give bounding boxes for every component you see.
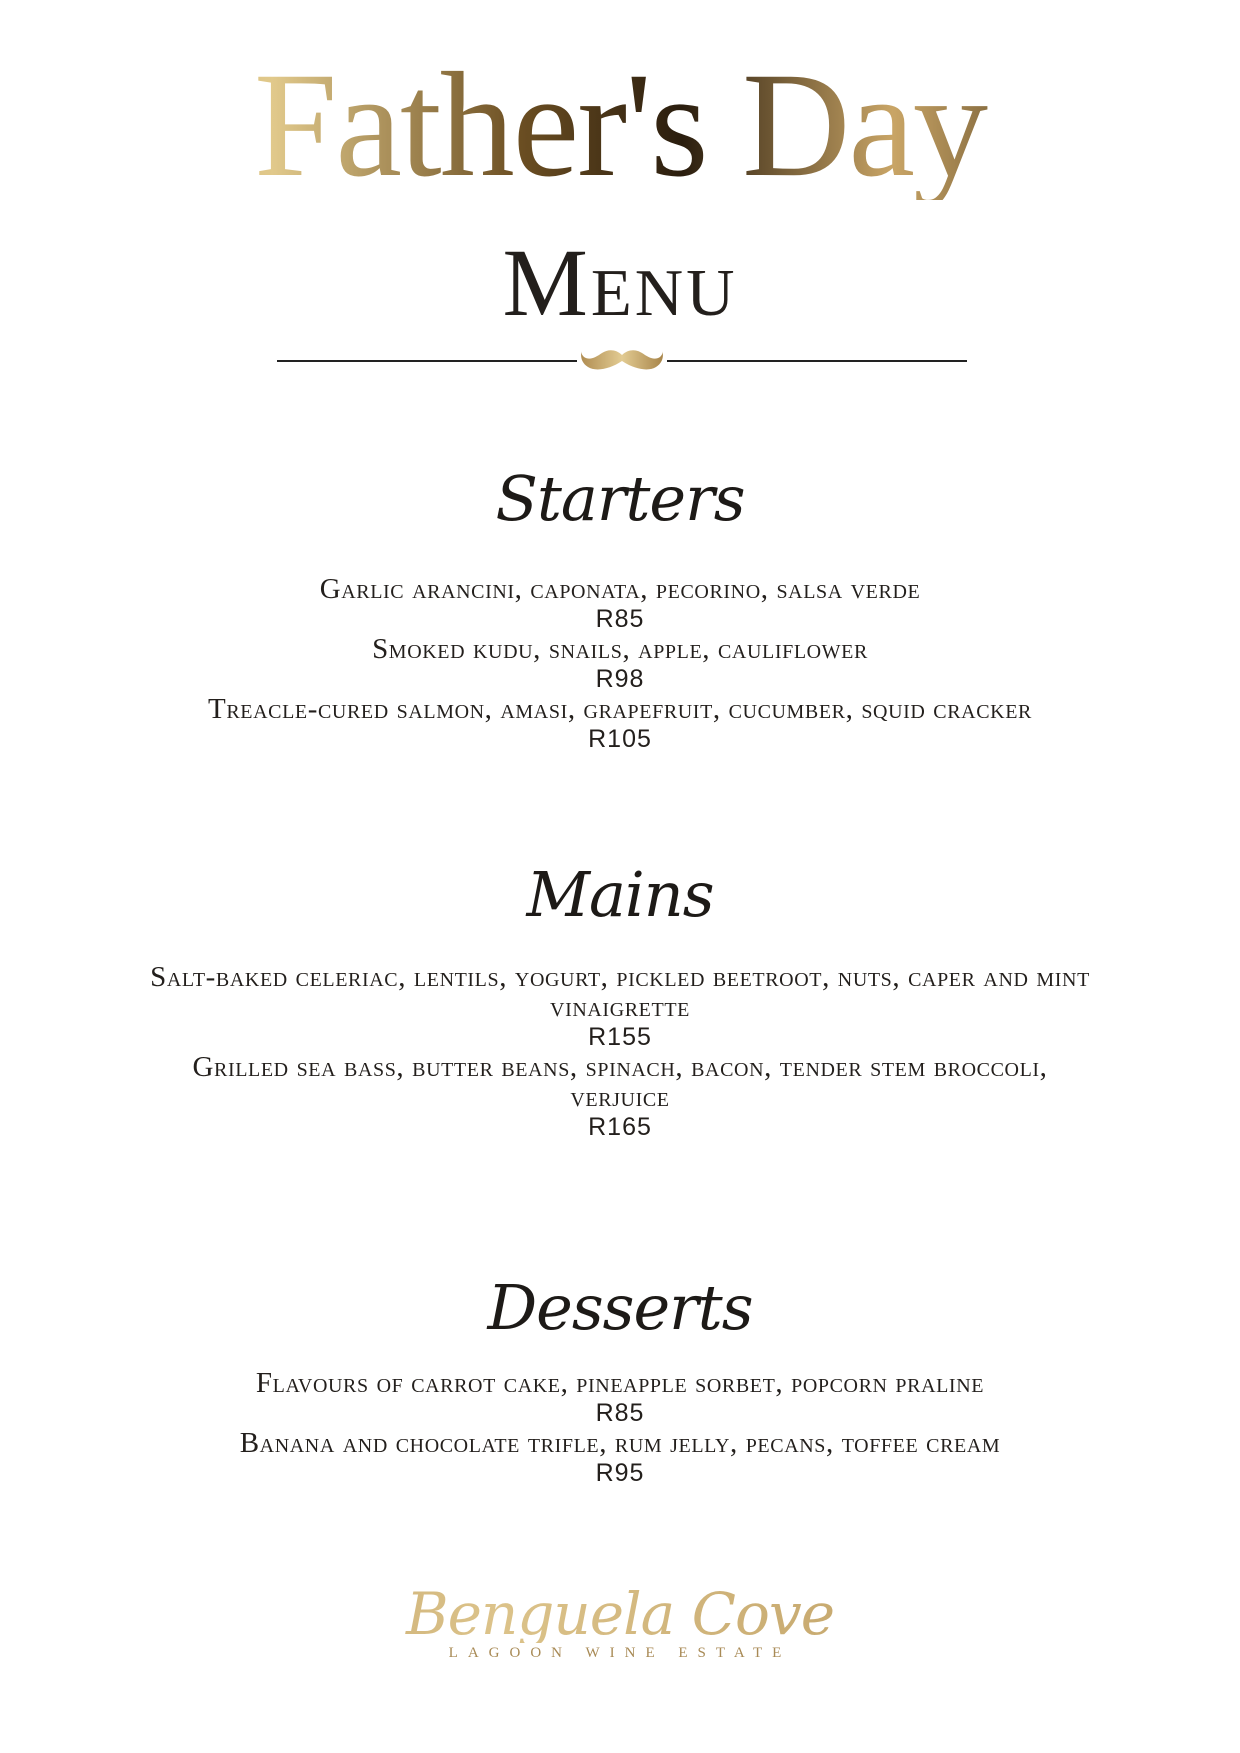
menu-item-price: R155 xyxy=(588,1023,652,1051)
logo-tagline: LAGOON WINE ESTATE xyxy=(448,1645,792,1661)
benguela-cove-logo xyxy=(0,1580,1240,1662)
menu-item-description: Smoked kudu, snails, apple, cauliflower xyxy=(372,633,868,665)
section-title-desserts: Desserts xyxy=(487,1271,753,1344)
menu-item-description: Flavours of carrot cake, pineapple sorbet, popcorn praline xyxy=(255,1367,985,1399)
menu-item-description: Salt-baked celeriac, lentils, yogurt, pickled beetroot, nuts, caper and mint vinaigrette xyxy=(150,961,1090,1023)
menu-title: Menu xyxy=(502,229,738,336)
menu-item-price: R95 xyxy=(595,1459,645,1487)
menu-item-price: R165 xyxy=(588,1113,652,1141)
menu-item-price: R85 xyxy=(595,1399,645,1427)
desserts-list xyxy=(0,1368,1240,1488)
section-title-starters: Starters xyxy=(495,462,745,535)
divider-line-left xyxy=(277,360,577,362)
mustache-icon xyxy=(580,345,664,377)
header-divider xyxy=(277,345,967,385)
menu-item-price: R105 xyxy=(588,725,652,753)
section-title-mains: Mains xyxy=(526,858,714,931)
menu-item-price: R85 xyxy=(595,605,645,633)
fathers-day-title: Father's Day xyxy=(0,50,1240,200)
mains-list xyxy=(0,962,1240,1142)
starters-list xyxy=(0,574,1240,754)
menu-item-price: R98 xyxy=(595,665,645,693)
menu-item-description: Grilled sea bass, butter beans, spinach, bacon, tender stem broccoli, verjuice xyxy=(192,1051,1048,1113)
divider-line-right xyxy=(667,360,967,362)
menu-item-description: Treacle-cured salmon, amasi, grapefruit, cucumber, squid cracker xyxy=(208,693,1032,725)
menu-item-description: Banana and chocolate trifle, rum jelly, pecans, toffee cream xyxy=(239,1427,1001,1459)
logo-brand-name: Benguela Cove xyxy=(0,1585,1240,1643)
menu-item-description: Garlic arancini, caponata, pecorino, salsa verde xyxy=(319,573,921,605)
